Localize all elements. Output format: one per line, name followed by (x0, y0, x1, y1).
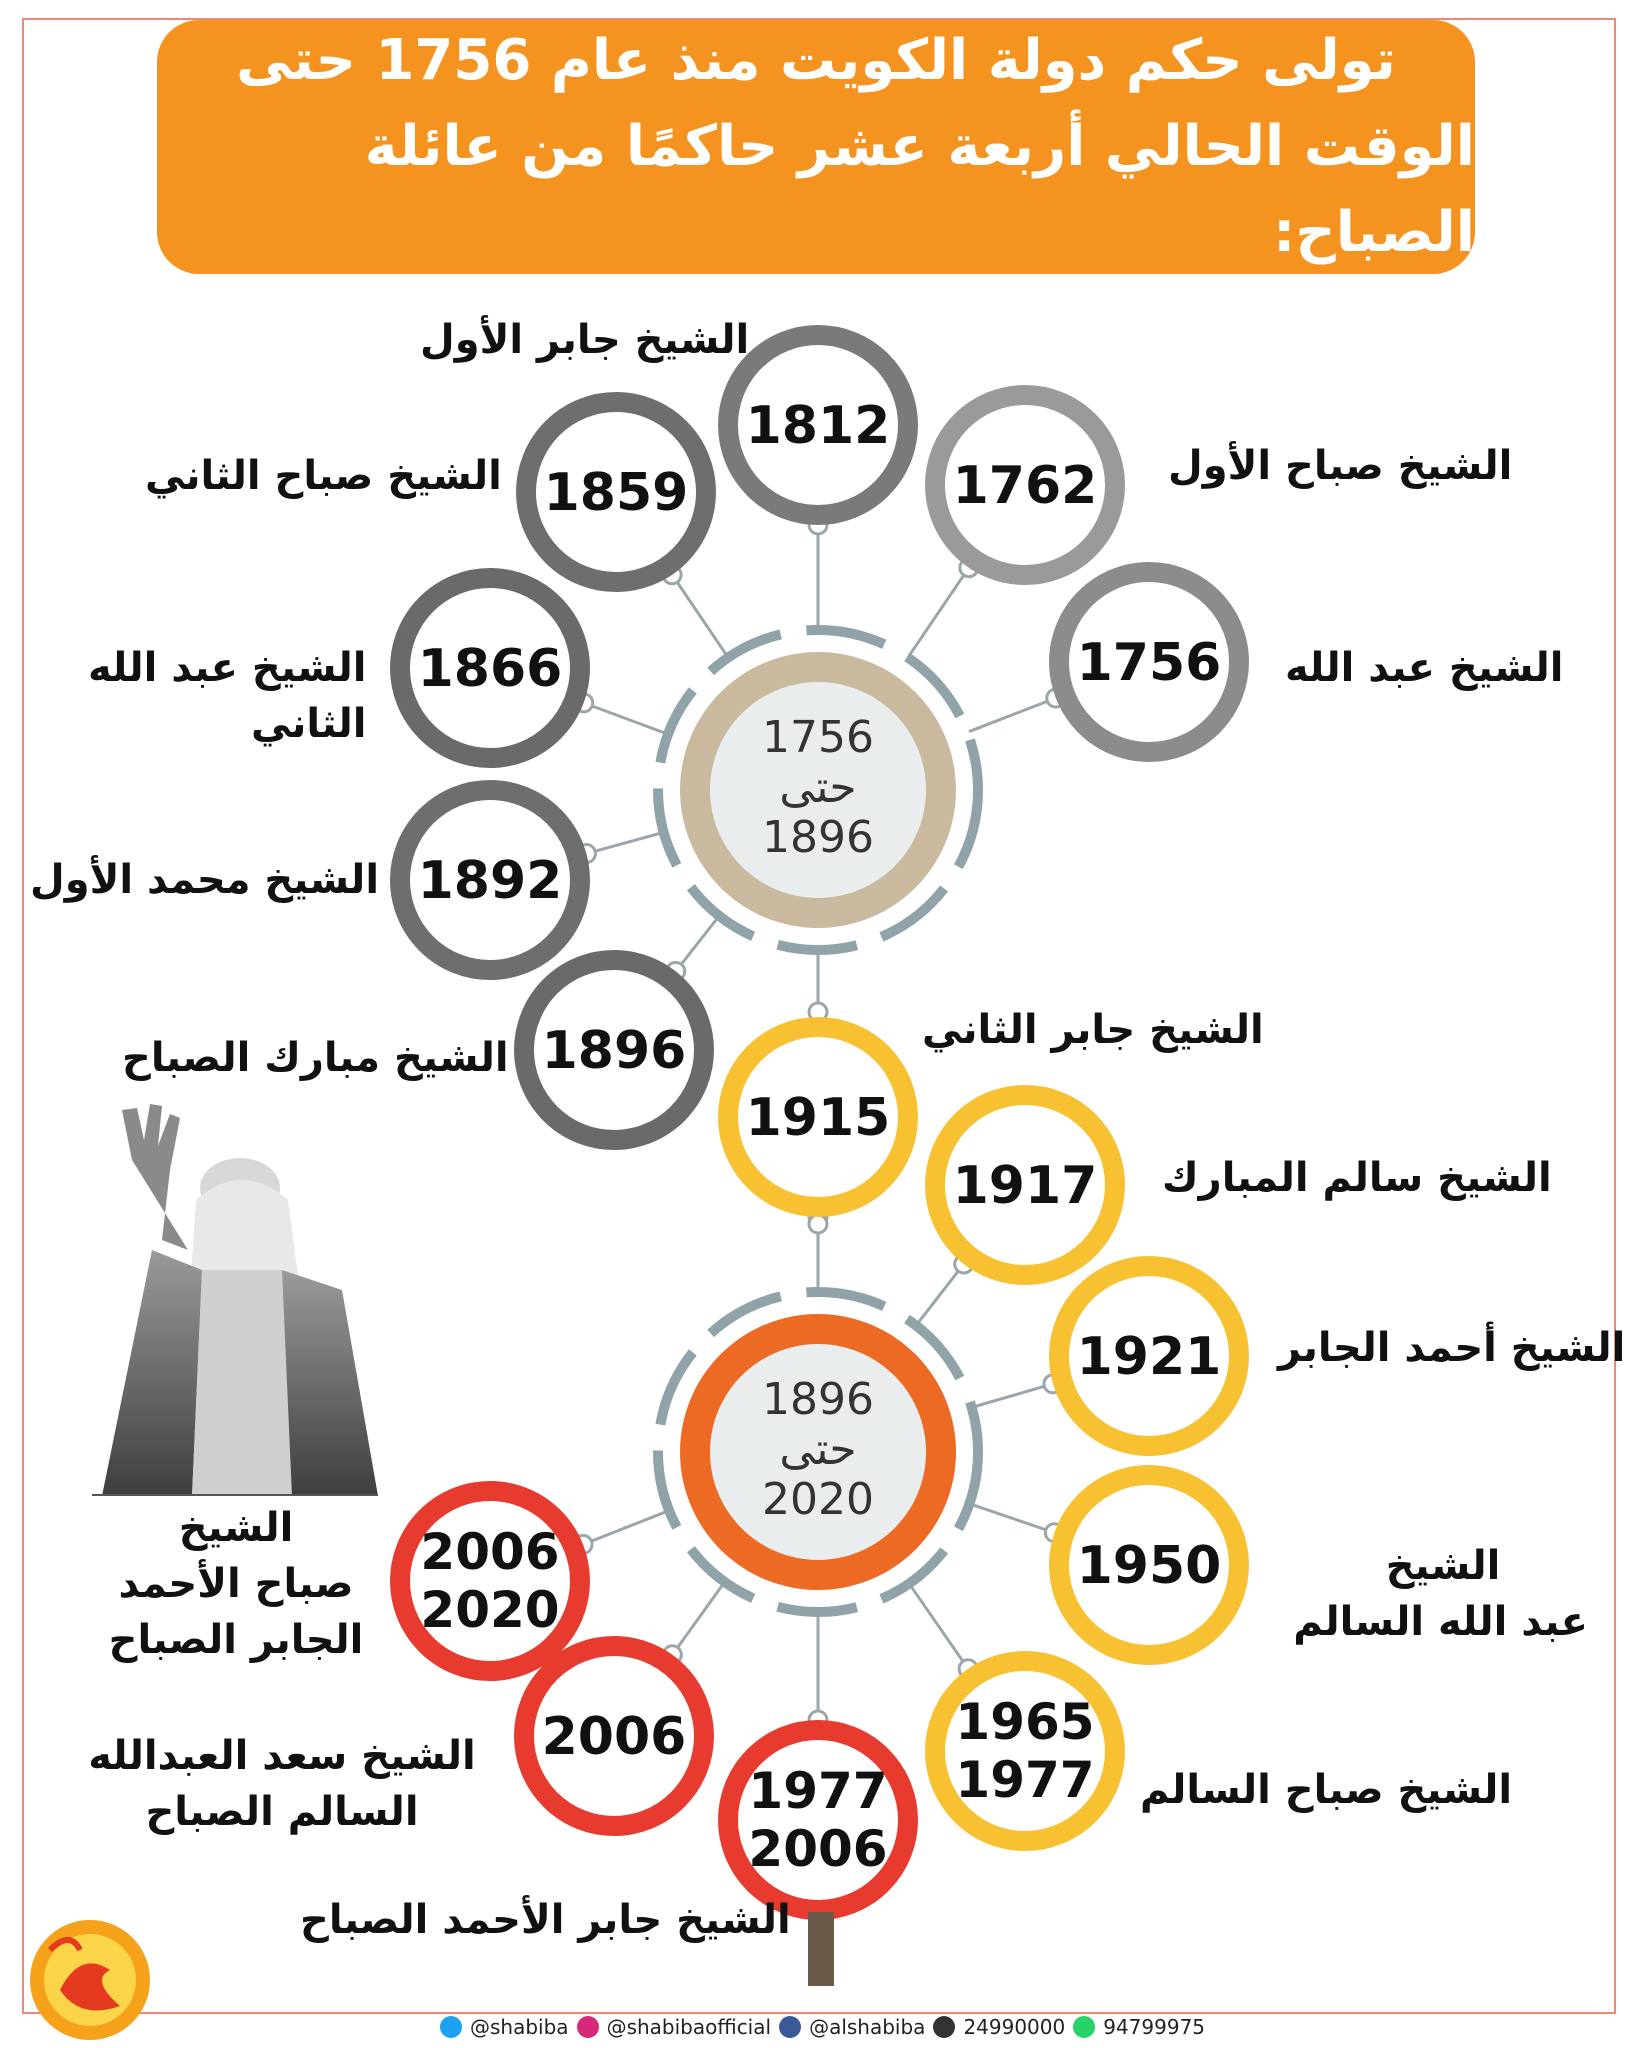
hub-text-from: 1756 (762, 712, 874, 763)
ruler-year: 1950 (1076, 1536, 1222, 1596)
connector-line (672, 575, 727, 656)
ruler-year: 1892 (417, 851, 563, 911)
phone-icon (933, 2016, 955, 2038)
ruler-name-line: الشيخ مبارك الصباح (122, 1035, 509, 1081)
ruler-ring (524, 1646, 704, 1826)
ruler-ring (400, 790, 580, 970)
facebook-handle[interactable]: @alshabiba (809, 2015, 926, 2039)
ruler-name-line: الجابر الصباح (108, 1617, 364, 1663)
social-footer (440, 2010, 1240, 2044)
connector-line (583, 1511, 667, 1544)
ruler-ring (526, 402, 706, 582)
ruler-name (1162, 1150, 1552, 1206)
ruler-name (1140, 1762, 1512, 1818)
connector-line (917, 1264, 963, 1324)
ruler-name (300, 1892, 791, 1948)
ruler-ring (1059, 1475, 1239, 1655)
ruler-ring (400, 578, 580, 758)
ruler-ring (728, 1027, 908, 1207)
connector-line (974, 1384, 1053, 1407)
shabiba-logo (20, 1910, 160, 2045)
twitter-handle[interactable]: @shabiba (470, 2015, 569, 2039)
ruler-year: 1977 (955, 1751, 1095, 1809)
ruler-name-line: الشيخ جابر الثاني (922, 1007, 1264, 1053)
hub-text-to: 1896 (762, 812, 874, 863)
connector-line (909, 568, 969, 656)
ruler-year: 1756 (1076, 633, 1222, 693)
twitter-icon (440, 2016, 462, 2038)
whatsapp-icon (1073, 2016, 1095, 2038)
ruler-name (420, 312, 749, 368)
ruler-year: 1917 (952, 1156, 1098, 1216)
ruler-year: 2006 (420, 1523, 560, 1581)
ruler-year: 1921 (1076, 1327, 1222, 1387)
ruler-year: 2006 (541, 1707, 687, 1767)
person-waving-photo (92, 1100, 378, 1496)
ruler-name-line: الشيخ عبد الله (88, 645, 367, 691)
ruler-name-line: صباح الأحمد (118, 1561, 354, 1607)
ruler-name-line: الشيخ صباح السالم (1140, 1767, 1513, 1813)
ruler-ring (524, 960, 704, 1140)
connector-line (910, 1585, 968, 1669)
ruler-name-line: الشيخ (1385, 1543, 1501, 1589)
ruler-name-line: الشيخ أحمد الجابر (1278, 1325, 1626, 1371)
ruler-ring (935, 1095, 1115, 1275)
connector-line (672, 1584, 723, 1655)
ruler-name (122, 1030, 509, 1086)
ruler-name-line: عبد الله السالم (1293, 1599, 1588, 1645)
ruler-year: 1762 (952, 456, 1098, 516)
hub-bottom (658, 1292, 978, 1612)
ruler-year: 2006 (748, 1820, 888, 1878)
ruler-name-line: الثاني (250, 701, 367, 747)
ruler-name (145, 448, 502, 504)
ruler-name (1293, 1538, 1588, 1650)
connector-dot (809, 1215, 827, 1233)
ruler-ring (935, 1661, 1115, 1841)
ruler-name (1278, 1320, 1625, 1376)
hub-text-to: 2020 (762, 1474, 874, 1525)
ruler-name (100, 1500, 372, 1668)
connector-line (971, 1504, 1054, 1532)
ruler-year: 1915 (745, 1088, 891, 1148)
ruler-name-line: الشيخ محمد الأول (30, 857, 380, 903)
tree-trunk (808, 1912, 834, 1986)
facebook-icon (779, 2016, 801, 2038)
connector-line (586, 833, 661, 854)
connector-line (969, 698, 1056, 732)
ruler-year: 1866 (417, 639, 563, 699)
title-line-2: الوقت الحالي أربعة عشر حاكمًا من عائلة الصباح: (364, 114, 1475, 265)
instagram-handle[interactable]: @shabibaofficial (606, 2015, 772, 2039)
ruler-ring (1059, 1266, 1239, 1446)
ruler-name-line: الشيخ جابر الأول (420, 317, 750, 363)
ruler-year: 1859 (543, 463, 689, 523)
ruler-year: 1965 (955, 1693, 1095, 1751)
ruler-name (82, 1728, 482, 1840)
instagram-icon (577, 2016, 599, 2038)
ruler-name-line: الشيخ عبد الله (1285, 645, 1564, 691)
ruler-name-line: الشيخ صباح الأول (1168, 443, 1513, 489)
ruler-name-line: السالم الصباح (145, 1789, 419, 1835)
ruler-name-line: الشيخ (178, 1505, 294, 1551)
ruler-year: 2020 (420, 1581, 560, 1639)
photo-divider (92, 1494, 378, 1496)
ruler-name-line: الشيخ جابر الأحمد الصباح (300, 1897, 791, 1943)
ruler-year: 1812 (745, 396, 891, 456)
ruler-ring (728, 1730, 908, 1910)
ruler-name (922, 1002, 1264, 1058)
ruler-ring (728, 335, 908, 515)
ruler-name-line: الشيخ صباح الثاني (145, 453, 502, 499)
hub-text-middle: حتى (779, 1424, 857, 1475)
ruler-name (30, 852, 379, 908)
hub-text-from: 1896 (762, 1374, 874, 1425)
ruler-name-line: الشيخ سالم المبارك (1162, 1155, 1552, 1201)
connector-line (584, 703, 666, 734)
hub-text-middle: حتى (779, 762, 857, 813)
title-line-1: تولى حكم دولة الكويت منذ عام 1756 حتى (236, 28, 1396, 93)
ruler-name (88, 640, 367, 752)
hub-top (658, 630, 978, 950)
whatsapp-number[interactable]: 94799975 (1103, 2015, 1206, 2039)
ruler-ring (1059, 572, 1239, 752)
ruler-name (1285, 640, 1564, 696)
ruler-year: 1896 (541, 1021, 687, 1081)
ruler-name (1168, 438, 1512, 494)
ruler-ring (935, 395, 1115, 575)
ruler-year: 1977 (748, 1762, 888, 1820)
ruler-name-line: الشيخ سعد العبدالله (88, 1733, 476, 1779)
phone-number[interactable]: 24990000 (963, 2015, 1066, 2039)
ruler-ring (400, 1491, 580, 1671)
